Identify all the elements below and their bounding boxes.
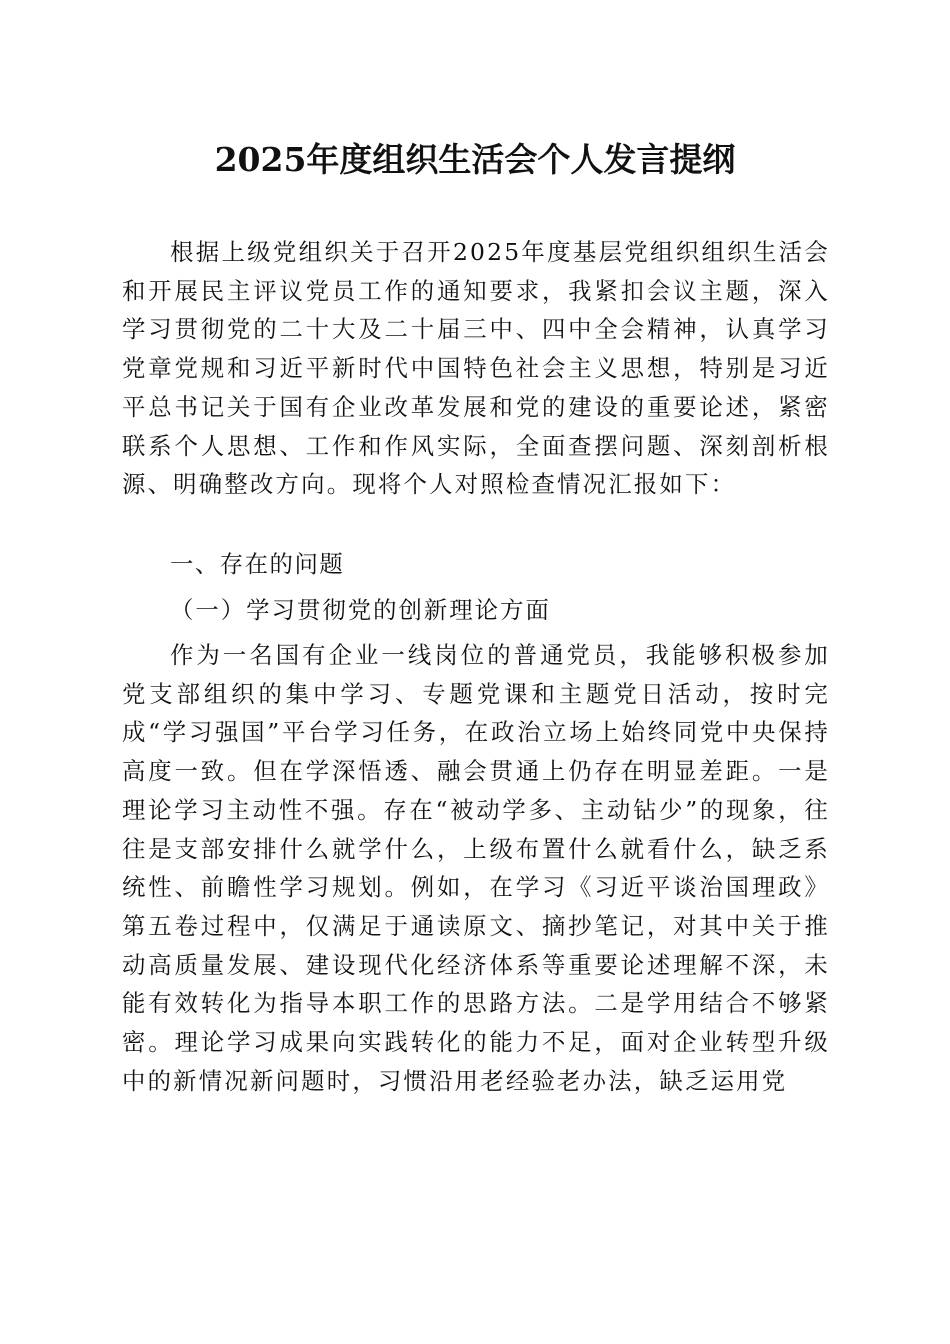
intro-section: [122, 233, 830, 504]
theory-study-paragraph: 作为一名国有企业一线岗位的普通党员，我能够积极参加党支部组织的集中学习、专题党课和主题党日活动，按时完成“学习强国”平台学习任务，在政治立场上始终同党中央保持高度一致。但在学深悟透、融会贯通上仍存在明显差距。一是理论学习主动性不强。存在“被动学多、主动钻少”的现象，往往是支部安排什么就学什么，上级布置什么就看什么，缺乏系统性、前瞻性学习规划。例如，在学习《习近平谈治国理政》第五卷过程中，仅满足于通读原文、摘抄笔记，对其中关于推动高质量发展、建设现代化经济体系等重要论述理解不深，未能有效转化为指导本职工作的思路方法。二是学用结合不够紧密。理论学习成果向实践转化的能力不足，面对企业转型升级中的新情况新问题时，习惯沿用老经验老办法，缺乏运用党: [122, 641, 830, 1095]
subsection-heading-theory-study: （一）学习贯彻党的创新理论方面: [170, 596, 551, 624]
document-title: 2025年度组织生活会个人发言提纲: [214, 140, 736, 179]
theory-study-section: [122, 636, 830, 1100]
intro-paragraph: 根据上级党组织关于召开2025年度基层党组织组织生活会和开展民主评议党员工作的通知要求，我紧扣会议主题，深入学习贯彻党的二十大及二十届三中、四中全会精神，认真学习党章党规和习近平新时代中国特色社会主义思想，特别是习近平总书记关于国有企业改革发展和党的建设的重要论述，紧密联系个人思想、工作和作风实际，全面查摆问题、深刻剖析根源、明确整改方向。现将个人对照检查情况汇报如下：: [122, 238, 830, 499]
section-heading-problems: 一、存在的问题: [170, 550, 345, 578]
